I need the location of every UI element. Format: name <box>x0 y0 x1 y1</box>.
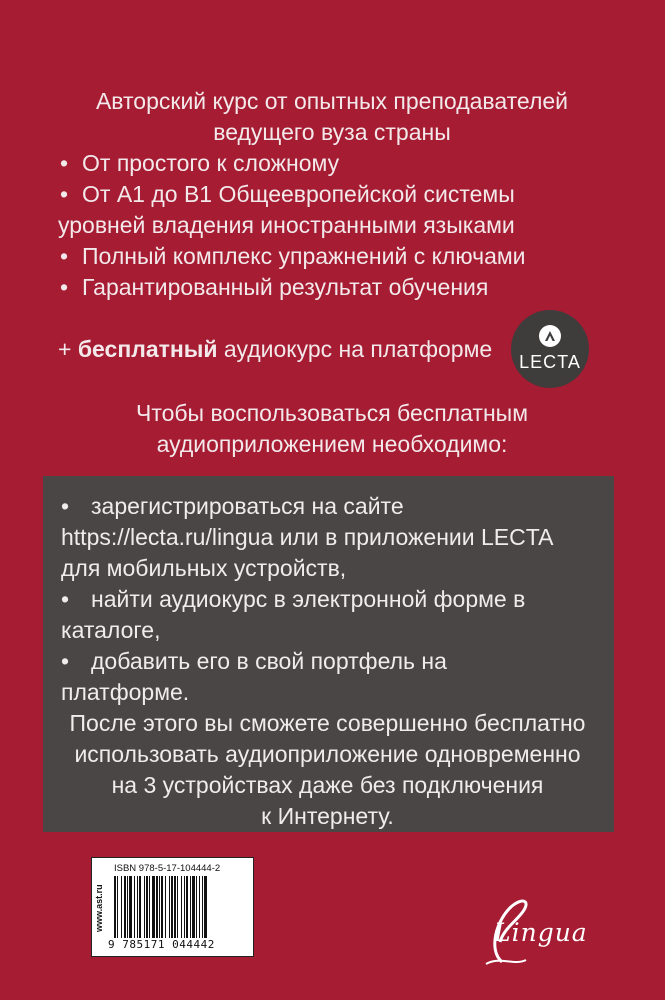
after-text-line2: использовать аудиоприложение одновременно <box>74 741 581 767</box>
list-item <box>40 272 660 303</box>
isbn-barcode-box <box>91 857 254 957</box>
bullet-icon: • <box>61 493 70 519</box>
howto-line1: Чтобы воспользоваться бесплатным <box>135 400 529 426</box>
step-text-cont: для мобильных устройств, <box>61 555 347 581</box>
list-item <box>40 179 660 210</box>
bullet-icon: • <box>60 243 69 269</box>
lecta-badge-label: LECTA <box>519 352 581 372</box>
step-text-cont: каталоге, <box>61 617 161 643</box>
brand-name: Lingua <box>494 918 588 947</box>
promo-line <box>58 334 492 365</box>
lingua-logo <box>478 890 588 970</box>
lecta-logo-icon <box>539 325 561 347</box>
promo-rest: аудиокурс на платформе <box>217 336 493 362</box>
list-item <box>61 491 614 522</box>
list-item <box>40 241 660 272</box>
step-text: добавить его в свой портфель на <box>91 648 447 674</box>
step-text: найти аудиокурс в электронной форме в <box>91 586 526 612</box>
list-item-text: От простого к сложному <box>82 150 340 176</box>
howto-section <box>40 398 660 460</box>
after-text-line1: После этого вы сможете совершенно бесплатно <box>69 710 586 736</box>
bullet-icon: • <box>61 586 70 612</box>
list-item-text-cont: уровней владения иностранными языками <box>58 212 515 238</box>
step-url: https://lecta.ru/lingua или в приложении LECTA <box>61 524 554 550</box>
intro-heading-line1: Авторский курс от опытных преподавателей <box>95 88 569 114</box>
list-item <box>61 584 614 615</box>
promo-bold-word: бесплатный <box>77 336 218 362</box>
publisher-site: www.ast.ru <box>94 884 104 932</box>
promo-prefix: + <box>58 336 78 362</box>
list-item-text: Гарантированный результат обучения <box>82 274 489 300</box>
list-item <box>40 148 660 179</box>
list-item <box>61 646 614 677</box>
list-item-text: Полный комплекс упражнений с ключами <box>82 243 526 269</box>
after-text-line3: на 3 устройствах даже без подключения <box>111 772 544 798</box>
step-text-cont: платформе. <box>61 679 190 705</box>
after-text-line4: к Интернету. <box>261 803 394 829</box>
intro-heading-line2: ведущего вуза страны <box>213 119 451 145</box>
bullet-icon: • <box>60 181 69 207</box>
list-item-text: От А1 до В1 Общеевропейской системы <box>82 181 515 207</box>
bullet-icon: • <box>60 274 69 300</box>
lecta-badge <box>511 310 589 388</box>
isbn-label: ISBN 978-5-17-104444-2 <box>114 863 221 874</box>
instructions-panel <box>43 476 614 832</box>
step-text: зарегистрироваться на сайте <box>91 493 404 519</box>
barcode-icon <box>114 876 246 938</box>
barcode-number: 9 785171 044442 <box>108 938 215 951</box>
bullet-icon: • <box>61 648 70 674</box>
howto-line2: аудиоприложением необходимо: <box>156 431 508 457</box>
bullet-icon: • <box>60 150 69 176</box>
intro-section <box>40 86 660 303</box>
